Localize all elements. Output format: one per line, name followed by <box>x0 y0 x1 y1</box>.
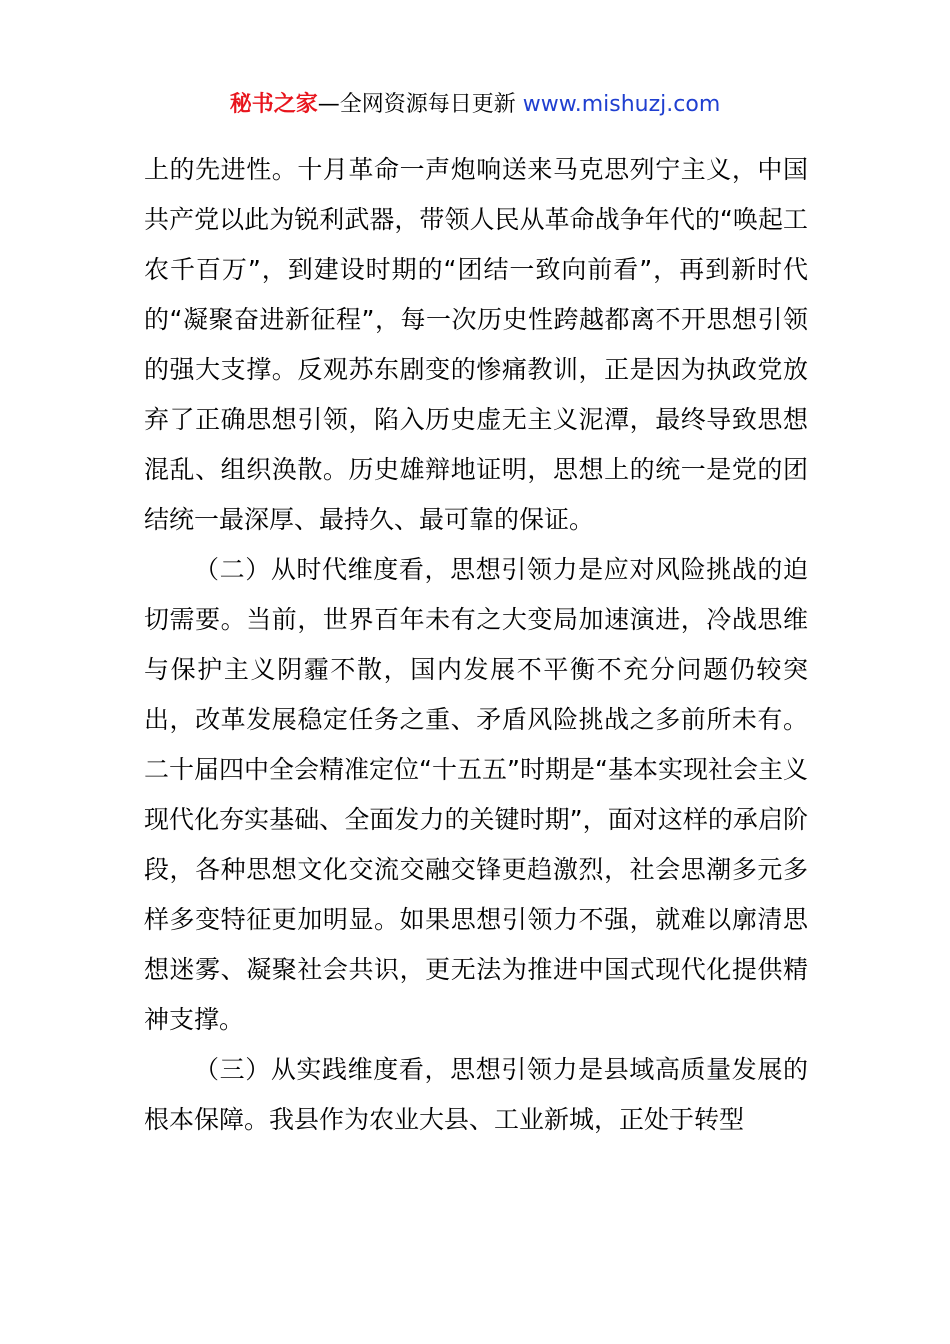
document-body <box>144 145 808 1145</box>
site-url-link[interactable]: www.mishuzj.com <box>522 92 721 117</box>
page-header <box>0 88 950 122</box>
paragraph-section-2: （二）从时代维度看，思想引领力是应对风险挑战的迫切需要。当前，世界百年未有之大变局加速演进，冷战思维与保护主义阴霾不散，国内发展不平衡不充分问题仍较突出，改革发展稳定任务之重、矛盾风险挑战之多前所未有。二十届四中全会精准定位“十五五”时期是“基本实现社会主义现代化夯实基础、全面发力的关键时期”，面对这样的承启阶段，各种思想文化交流交融交锋更趋激烈，社会思潮多元多样多变特征更加明显。如果思想引领力不强，就难以廓清思想迷雾、凝聚社会共识，更无法为推进中国式现代化提供精神支撑。 <box>144 555 808 1034</box>
header-tagline: —全网资源每日更新 <box>317 92 523 117</box>
paragraph-section-3: （三）从实践维度看，思想引领力是县域高质量发展的根本保障。我县作为农业大县、工业新城，正处于转型 <box>144 1055 808 1134</box>
brand-name: 秘书之家 <box>229 92 318 117</box>
paragraph-continued: 上的先进性。十月革命一声炮响送来马克思列宁主义，中国共产党以此为锐利武器，带领人民从革命战争年代的“唤起工农千百万”，到建设时期的“团结一致向前看”，再到新时代的“凝聚奋进新征程”，每一次历史性跨越都离不开思想引领的强大支撑。反观苏东剧变的惨痛教训，正是因为执政党放弃了正确思想引领，陷入历史虚无主义泥潭，最终导致思想混乱、组织涣散。历史雄辩地证明，思想上的统一是党的团结统一最深厚、最持久、最可靠的保证。 <box>144 155 808 534</box>
